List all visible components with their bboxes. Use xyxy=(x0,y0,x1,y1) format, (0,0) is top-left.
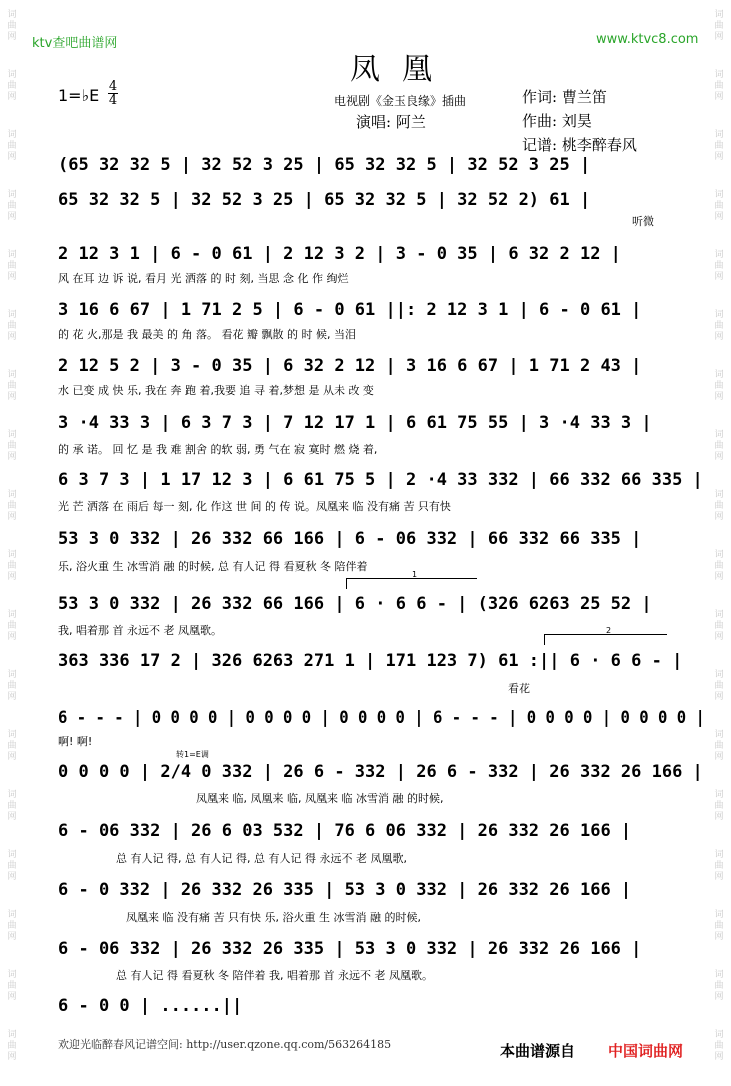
lyrics-row-13: 总 有人记 得, 总 有人记 得, 总 有人记 得 永远不 老 凤凰歌, xyxy=(116,852,407,865)
watermark-text: 词曲网 xyxy=(7,670,17,702)
watermark-text: 词曲网 xyxy=(7,730,17,762)
watermark-text: 词曲网 xyxy=(714,850,724,882)
score-row-13: 6 - 06 332 | 26 6 03 532 | 76 6 06 332 | 26 332 26 166 | xyxy=(58,821,632,841)
watermark-text: 词曲网 xyxy=(714,310,724,342)
watermark-text: 词曲网 xyxy=(714,490,724,522)
lyrics-row-4: 的 花 火,那是 我 最美 的 角 落。 看花 瓣 飘散 的 时 候, 当泪 xyxy=(58,328,356,341)
score-row-15: 6 - 06 332 | 26 332 26 335 | 53 3 0 332 | 26 332 26 166 | xyxy=(58,939,642,959)
watermark-text: 词曲网 xyxy=(7,430,17,462)
score-row-16: 6 - 0 0 | ......|| xyxy=(58,996,243,1016)
score-row-12: 0 0 0 0 | 2/4 0 332 | 26 6 - 332 | 26 6 - 332 | 26 332 26 166 | xyxy=(58,762,703,782)
watermark-text: 词曲网 xyxy=(714,670,724,702)
footer-source-label: 本曲谱源自 xyxy=(500,1042,576,1060)
watermark-text: 词曲网 xyxy=(7,1030,17,1062)
lyrics-row-8: 乐, 浴火重 生 冰雪消 融 的时候, 总 有人记 得 看夏秋 冬 陪伴着 xyxy=(58,560,368,573)
watermark-text: 词曲网 xyxy=(714,250,724,282)
lyrics-row-3: 风 在耳 边 诉 说, 看月 光 洒落 的 时 刻, 当思 念 化 作 绚烂 xyxy=(58,272,349,285)
watermark-text: 词曲网 xyxy=(714,130,724,162)
watermark-text: 词曲网 xyxy=(7,250,17,282)
score-row-11: 6 - - - | 0 0 0 0 | 0 0 0 0 | 0 0 0 0 | 6 - - - | 0 0 0 0 | 0 0 0 0 | xyxy=(58,708,705,728)
lyrics-row-11: 啊! 啊! xyxy=(58,735,93,748)
score-row-9: 53 3 0 332 | 26 332 66 166 | 6 · 6 6 - | (326 6263 25 52 | xyxy=(58,594,652,614)
watermark-text: 词曲网 xyxy=(7,130,17,162)
lyrics-row-10: 看花 xyxy=(508,682,530,695)
watermark-text: 词曲网 xyxy=(7,970,17,1002)
watermark-text: 词曲网 xyxy=(714,70,724,102)
score-row-10: 363 336 17 2 | 326 6263 271 1 | 171 123 7) 61 :|| 6 · 6 6 - | xyxy=(58,651,683,671)
transcriber: 记谱: 桃李醉春风 xyxy=(522,136,637,154)
watermark-text: 词曲网 xyxy=(714,1030,724,1062)
score-row-7: 6 3 7 3 | 1 17 12 3 | 6 61 75 5 | 2 ·4 33 332 | 66 332 66 335 | xyxy=(58,470,703,490)
lyrics-row-15: 总 有人记 得 看夏秋 冬 陪伴着 我, 唱着那 首 永远不 老 凤凰歌。 xyxy=(116,969,433,982)
footer-source-site[interactable]: 中国词曲网 xyxy=(608,1042,684,1060)
volta-1-bracket xyxy=(346,570,477,589)
score-row-2: 65 32 32 5 | 32 52 3 25 | 65 32 32 5 | 32 52 2) 61 | xyxy=(58,190,591,210)
watermark-text: 词曲网 xyxy=(7,70,17,102)
watermark-text: 词曲网 xyxy=(7,370,17,402)
key-signature: 1=♭E xyxy=(58,86,100,105)
watermark-text: 词曲网 xyxy=(714,610,724,642)
watermark-text: 词曲网 xyxy=(7,190,17,222)
time-signature-bottom: 4 xyxy=(108,93,118,108)
watermark-text: 词曲网 xyxy=(7,10,17,42)
lyrics-row-9: 我, 唱着那 首 永远不 老 凤凰歌。 xyxy=(58,624,222,637)
song-source: 电视剧《金玉良缘》插曲 xyxy=(334,94,467,108)
composer: 作曲: 刘昊 xyxy=(522,112,592,130)
singer: 演唱: 阿兰 xyxy=(356,113,426,131)
page-title: 凤凰 xyxy=(350,52,454,87)
score-row-1: (65 32 32 5 | 32 52 3 25 | 65 32 32 5 | 32 52 3 25 | xyxy=(58,155,591,175)
watermark-right xyxy=(711,0,727,1086)
volta-2-number: 2 xyxy=(606,626,612,635)
modulation-mark: 转1=E调 xyxy=(176,750,209,759)
lyrics-row-2: 听微 xyxy=(632,215,654,228)
score-row-3: 2 12 3 1 | 6 - 0 61 | 2 12 3 2 | 3 - 0 35 | 6 32 2 12 | xyxy=(58,244,621,264)
watermark-text: 词曲网 xyxy=(714,730,724,762)
time-signature-top: 4 xyxy=(108,79,118,94)
watermark-text: 词曲网 xyxy=(7,910,17,942)
watermark-text: 词曲网 xyxy=(714,550,724,582)
lyrics-row-12: 凤凰来 临, 凤凰来 临, 凤凰来 临 冰雪消 融 的时候, xyxy=(196,792,444,805)
site-name-left[interactable]: ktv查吧曲谱网 xyxy=(32,36,118,51)
score-row-8: 53 3 0 332 | 26 332 66 166 | 6 - 06 332 | 66 332 66 335 | xyxy=(58,529,642,549)
watermark-text: 词曲网 xyxy=(714,910,724,942)
footer-welcome[interactable]: 欢迎光临醉春风记谱空间: http://user.qzone.qq.com/563264185 xyxy=(58,1038,392,1051)
watermark-text: 词曲网 xyxy=(7,790,17,822)
watermark-text: 词曲网 xyxy=(7,610,17,642)
watermark-text: 词曲网 xyxy=(714,10,724,42)
lyrics-row-14: 凤凰来 临 没有痛 苦 只有快 乐, 浴火重 生 冰雪消 融 的时候, xyxy=(126,911,421,924)
lyrics-row-6: 的 承 诺。 回 忆 是 我 难 割舍 的软 弱, 勇 气在 寂 寞时 燃 烧 着, xyxy=(58,443,378,456)
watermark-text: 词曲网 xyxy=(714,970,724,1002)
volta-2-bracket xyxy=(544,626,667,645)
lyricist: 作词: 曹兰笛 xyxy=(522,88,607,106)
watermark-text: 词曲网 xyxy=(714,190,724,222)
score-row-5: 2 12 5 2 | 3 - 0 35 | 6 32 2 12 | 3 16 6 67 | 1 71 2 43 | xyxy=(58,356,642,376)
score-row-4: 3 16 6 67 | 1 71 2 5 | 6 - 0 61 ||: 2 12 3 1 | 6 - 0 61 | xyxy=(58,300,642,320)
volta-1-number: 1 xyxy=(412,570,418,579)
watermark-text: 词曲网 xyxy=(714,790,724,822)
watermark-text: 词曲网 xyxy=(7,550,17,582)
score-row-6: 3 ·4 33 3 | 6 3 7 3 | 7 12 17 1 | 6 61 75 55 | 3 ·4 33 3 | xyxy=(58,413,652,433)
watermark-text: 词曲网 xyxy=(714,370,724,402)
lyrics-row-5: 水 已变 成 快 乐, 我在 奔 跑 着,我要 追 寻 着,梦想 是 从未 改 变 xyxy=(58,384,374,397)
site-url-right[interactable]: www.ktvc8.com xyxy=(596,32,699,47)
watermark-text: 词曲网 xyxy=(7,490,17,522)
score-row-14: 6 - 0 332 | 26 332 26 335 | 53 3 0 332 | 26 332 26 166 | xyxy=(58,880,632,900)
watermark-text: 词曲网 xyxy=(714,430,724,462)
watermark-text: 词曲网 xyxy=(7,850,17,882)
watermark-left xyxy=(4,0,20,1086)
watermark-text: 词曲网 xyxy=(7,310,17,342)
lyrics-row-7: 光 芒 洒落 在 雨后 每一 刻, 化 作这 世 间 的 传 说。凤凰来 临 没有痛 苦 只有快 xyxy=(58,500,451,513)
time-signature xyxy=(108,80,118,107)
